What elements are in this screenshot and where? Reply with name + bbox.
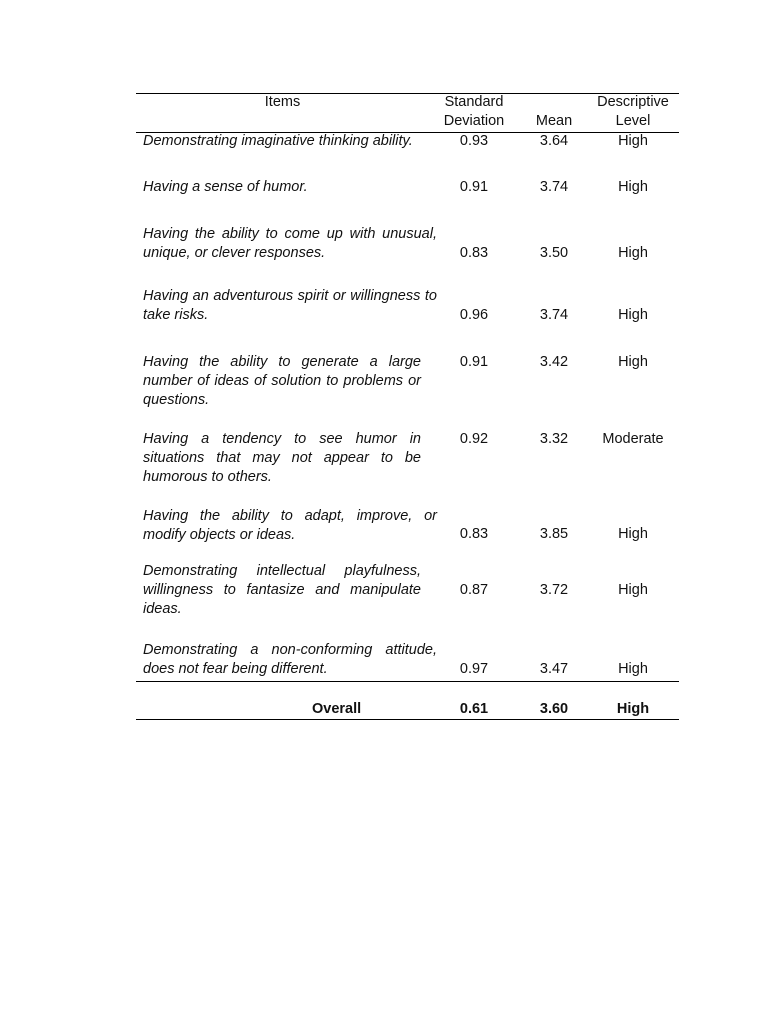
row-1-level: High [618,133,648,149]
row-8-level: High [618,582,648,598]
row-6-sd: 0.92 [459,431,489,447]
row-3-sd: 0.83 [459,245,489,261]
row-9-level: High [618,661,648,677]
row-4-level: High [618,307,648,323]
overall-sd: 0.61 [459,701,489,717]
row-4-item: Having an adventurous spirit or willingness to take risks. [143,288,437,323]
overall-level: High [616,701,650,717]
row-5-item: Having the ability to generate a large number of ideas of solution to problems or questions. [143,354,421,408]
header-sd-line2: Deviation [443,113,505,129]
row-8-mean: 3.72 [539,582,569,598]
row-1-item: Demonstrating imaginative thinking ability. [143,133,413,149]
row-8-item: Demonstrating intellectual playfulness, willingness to fantasize and manipulate ideas. [143,563,421,617]
row-5-mean: 3.42 [539,354,569,370]
row-4-mean: 3.74 [539,307,569,323]
header-level-line2: Level [615,113,651,129]
header-sd-line1: Standard [444,94,504,110]
row-7-item: Having the ability to adapt, improve, or modify objects or ideas. [143,508,437,543]
table-bottom-rule [136,719,679,720]
row-3-item: Having the ability to come up with unusual, unique, or clever responses. [143,226,437,261]
row-9-mean: 3.47 [539,661,569,677]
row-2-mean: 3.74 [539,179,569,195]
row-9-item: Demonstrating a non-conforming attitude, does not fear being different. [143,642,437,677]
header-mean: Mean [535,113,573,129]
row-7-sd: 0.83 [459,526,489,542]
row-5-sd: 0.91 [459,354,489,370]
row-6-item: Having a tendency to see humor in situations that may not appear to be humorous to others. [143,431,421,485]
header-level-line1: Descriptive [597,94,669,110]
row-2-sd: 0.91 [459,179,489,195]
row-9-sd: 0.97 [459,661,489,677]
overall-label: Overall [312,701,362,717]
row-1-sd: 0.93 [459,133,489,149]
header-items: Items [264,94,301,110]
row-6-level: Moderate [602,431,664,447]
row-3-mean: 3.50 [539,245,569,261]
row-1-mean: 3.64 [539,133,569,149]
row-6-mean: 3.32 [539,431,569,447]
row-4-sd: 0.96 [459,307,489,323]
row-2-item: Having a sense of humor. [143,179,308,195]
row-5-level: High [618,354,648,370]
body-bottom-rule [136,681,679,682]
row-3-level: High [618,245,648,261]
row-8-sd: 0.87 [459,582,489,598]
row-7-level: High [618,526,648,542]
row-2-level: High [618,179,648,195]
overall-mean: 3.60 [539,701,569,717]
row-7-mean: 3.85 [539,526,569,542]
